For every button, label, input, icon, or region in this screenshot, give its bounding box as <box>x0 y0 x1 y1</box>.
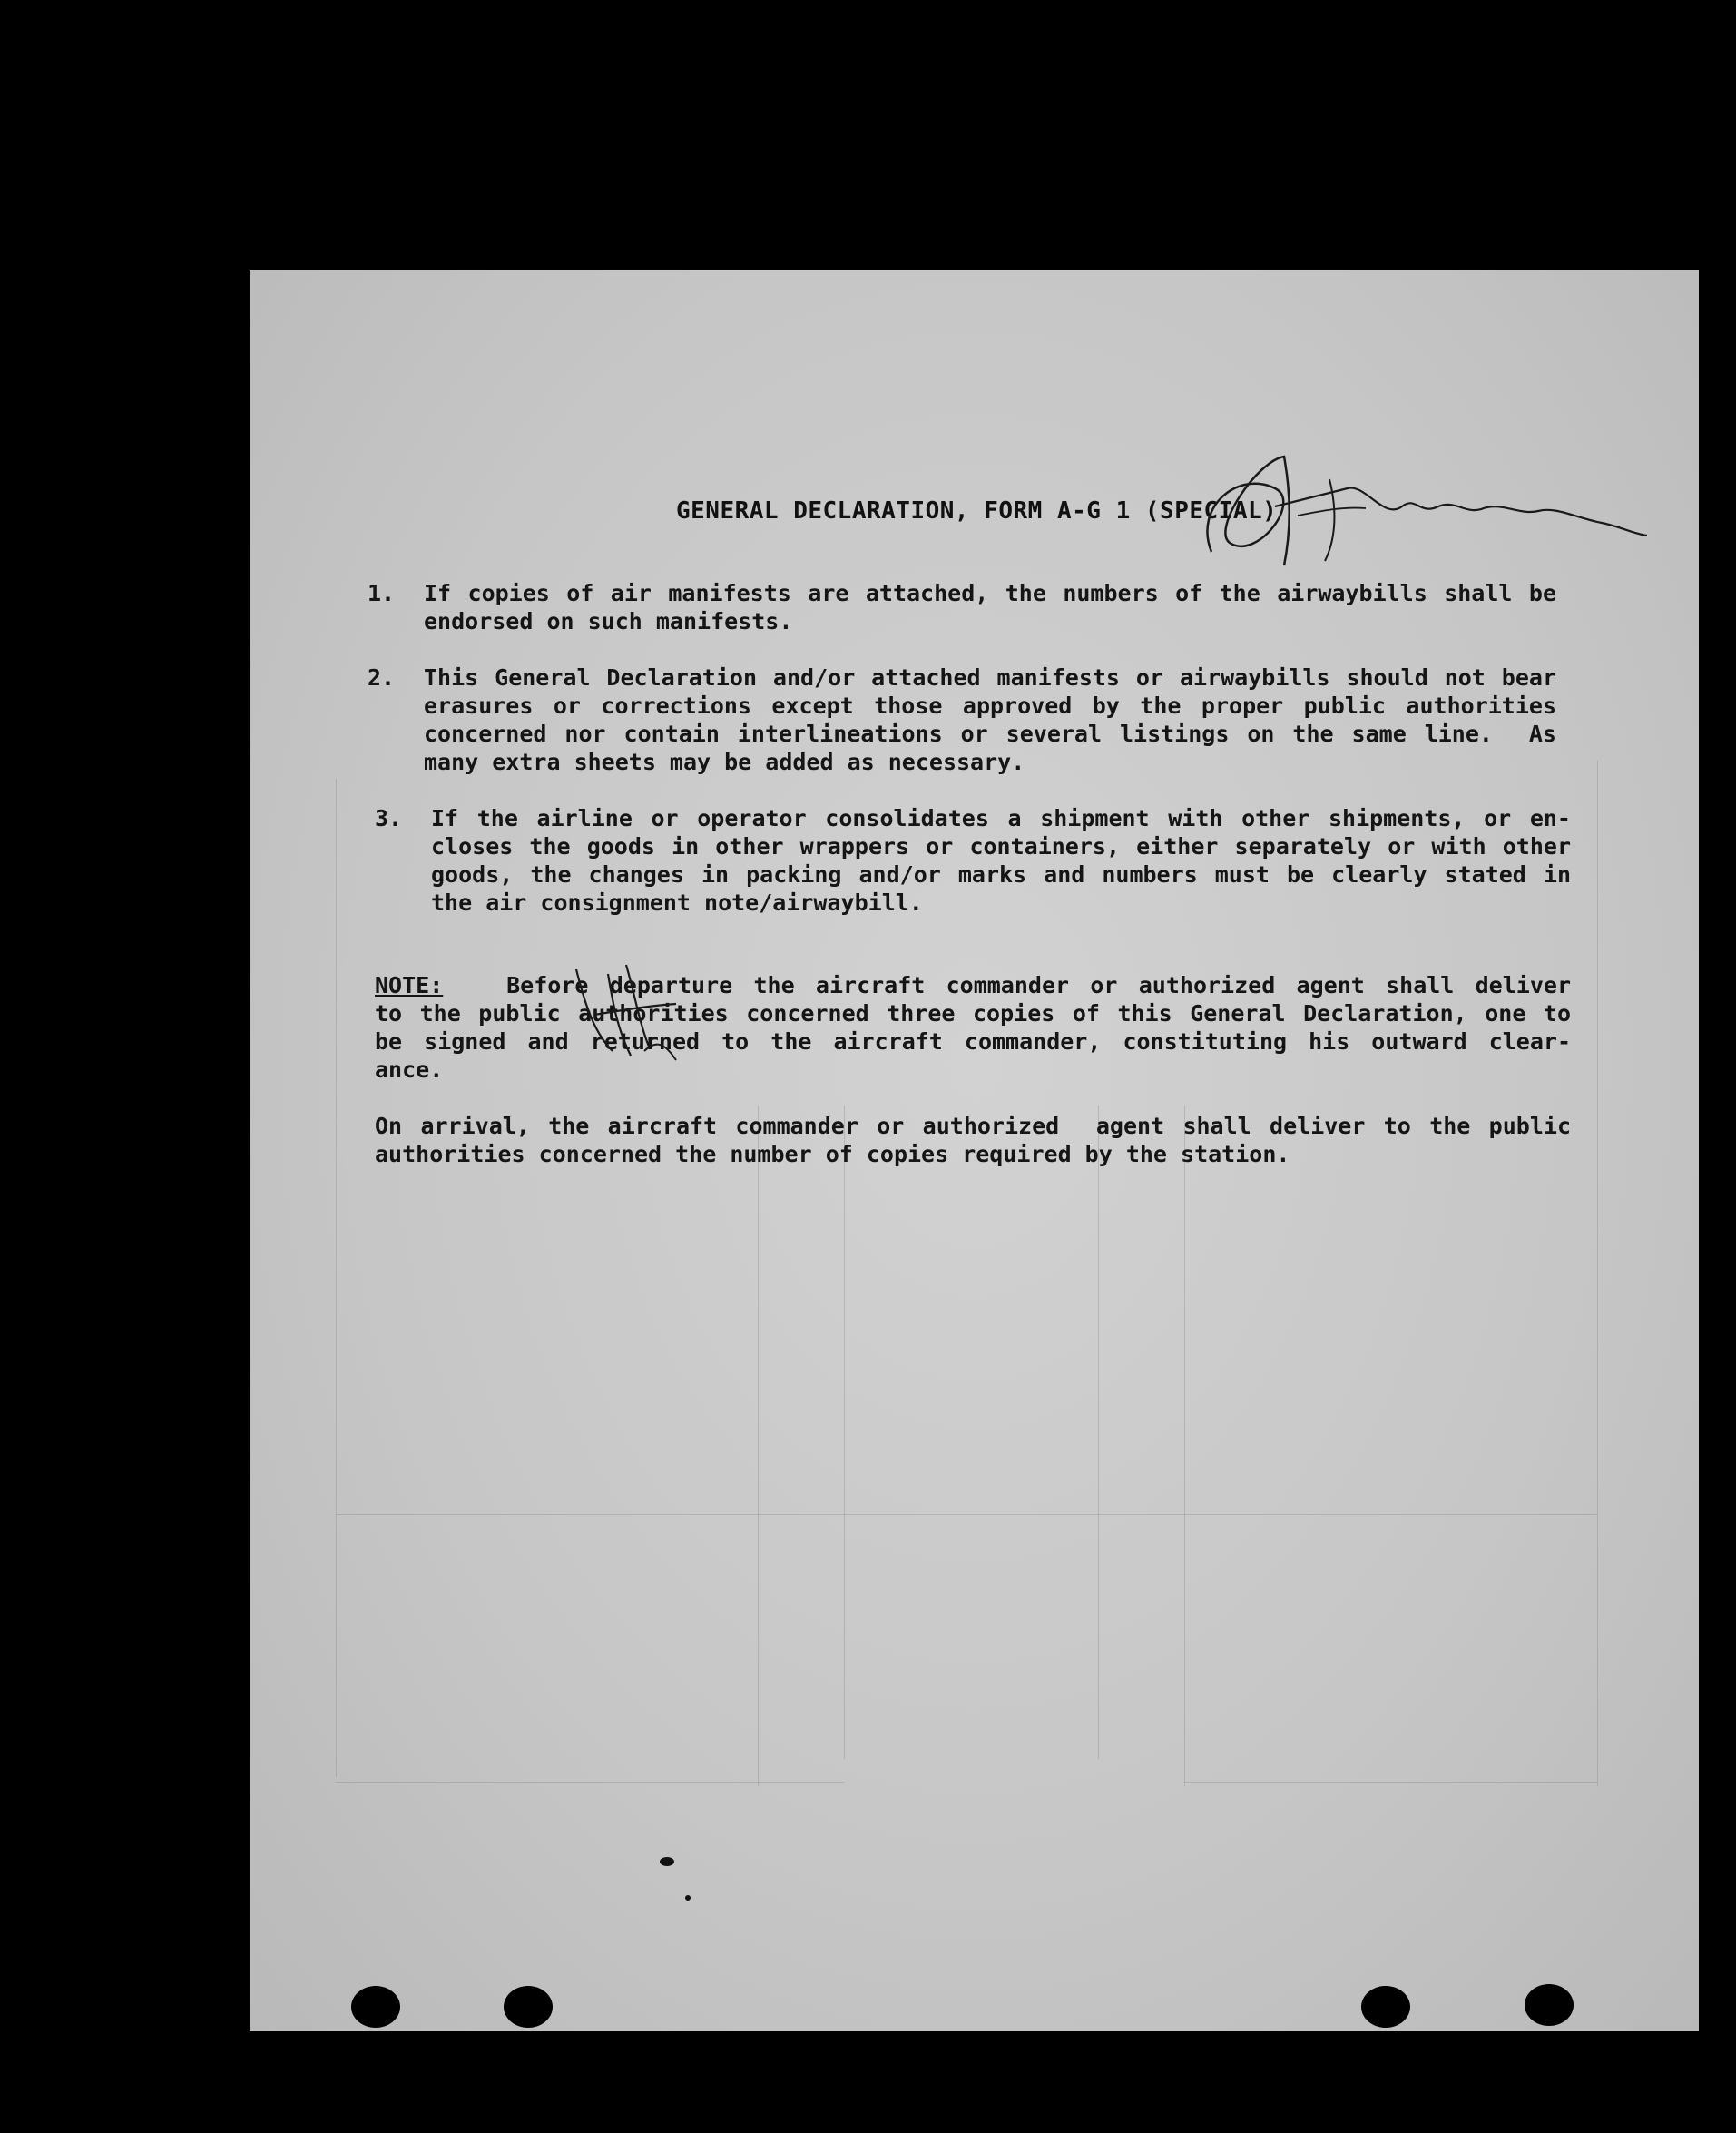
item-line: endorsed on such manifests. <box>424 608 793 634</box>
instruction-item-3 <box>375 804 1571 917</box>
form-title: GENERAL DECLARATION, FORM A-G 1 (SPECIAL) <box>676 497 1278 525</box>
bleed-through-line <box>1098 1106 1099 1759</box>
note-line: Before departure the aircraft commander or authorized agent shall deliver <box>443 972 1571 998</box>
note-paragraph <box>375 971 1571 1084</box>
punch-hole <box>504 1986 553 2028</box>
punch-hole <box>351 1986 400 2028</box>
item-line: If the airline or operator consolidates a shipment with other shipments, or en- <box>431 805 1571 831</box>
punch-hole <box>1525 1984 1574 2026</box>
bleed-through-line <box>1184 1782 1597 1783</box>
bleed-through-line <box>336 1782 844 1783</box>
note-line: ance. <box>375 1057 444 1083</box>
bleed-through-line <box>1597 761 1598 1786</box>
arrival-line: authorities concerned the number of copies required by the station. <box>375 1141 1290 1167</box>
item-number: 3. <box>375 805 403 831</box>
item-number: 2. <box>368 664 396 691</box>
item-line: concerned nor contain interlineations or several listings on the same line. As <box>424 721 1556 747</box>
item-number: 1. <box>368 580 396 606</box>
document-page <box>250 270 1699 2031</box>
instruction-item-2 <box>368 663 1556 776</box>
arrival-paragraph <box>375 1112 1571 1168</box>
punch-hole <box>1361 1986 1410 2028</box>
bleed-through-line <box>758 1106 759 1786</box>
bleed-through-line <box>336 779 337 1777</box>
item-line: If copies of air manifests are attached, the numbers of the airwaybills shall be <box>424 580 1556 606</box>
bleed-through-line <box>1184 1106 1185 1786</box>
bleed-through-line <box>844 1106 845 1759</box>
note-label: NOTE: <box>375 972 444 998</box>
item-line: erasures or corrections except those approved by the proper public authorities <box>424 693 1556 719</box>
note-line: to the public authorities concerned three copies of this General Declaration, one to <box>375 1000 1571 1027</box>
ink-speck <box>685 1895 691 1901</box>
item-line: goods, the changes in packing and/or marks and numbers must be clearly stated in <box>431 861 1571 888</box>
ink-speck <box>660 1857 674 1866</box>
note-first-line <box>375 971 1571 999</box>
item-line: many extra sheets may be added as necessary. <box>424 749 1025 775</box>
bleed-through-line <box>336 1514 1597 1515</box>
item-line: This General Declaration and/or attached manifests or airwaybills should not bear <box>424 664 1556 691</box>
note-line: be signed and returned to the aircraft commander, constituting his outward clear- <box>375 1028 1571 1055</box>
handwritten-initials <box>558 960 694 1069</box>
item-line: the air consignment note/airwaybill. <box>431 890 923 916</box>
arrival-line: On arrival, the aircraft commander or authorized agent shall deliver to the public <box>375 1113 1571 1139</box>
item-line: closes the goods in other wrappers or containers, either separately or with other <box>431 833 1571 860</box>
handwritten-signature <box>1175 452 1647 570</box>
instruction-item-1 <box>368 579 1556 635</box>
